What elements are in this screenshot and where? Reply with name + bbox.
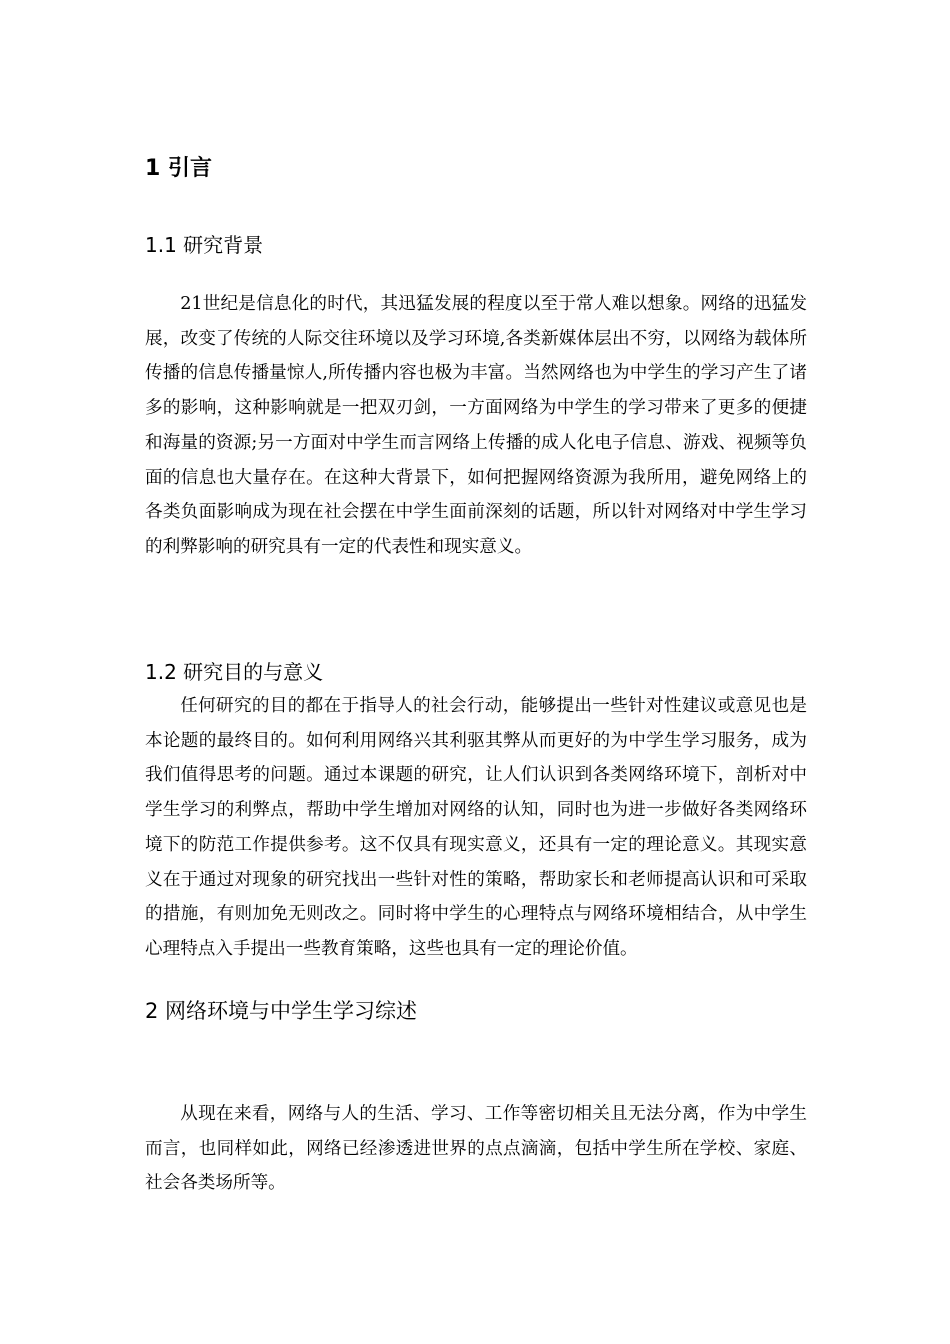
paragraph-network-learning-review: 从现在来看，网络与人的生活、学习、工作等密切相关且无法分离，作为中学生而言，也同样如此，网络已经渗透进世界的点点滴滴，包括中学生所在学校、家庭、社会各类场所等。 — [145, 1104, 807, 1194]
paragraph-purpose-significance: 任何研究的目的都在于指导人的社会行动，能够提出一些针对性建议或意见也是本论题的最终目的。如何利用网络兴其利驱其弊从而更好的为中学生学习服务，成为我们值得思考的问题。通过本课题的研究，让人们认识到各类网络环境下，剖析对中学生学习的利弊点，帮助中学生增加对网络的认知，同时也为进一步做好各类网络环境下的防范工作提供参考。这不仅具有现实意义，还具有一定的理论意义。其现实意义在于通过对现象的研究找出一些针对性的策略，帮助家长和老师提高认识和可采取的措施，有则加免无则改之。同时将中学生的心理特点与网络环境相结合，从中学生心理特点入手提出一些教育策略，这些也具有一定的理论价值。 — [145, 696, 807, 959]
paragraph-research-background: 21世纪是信息化的时代，其迅猛发展的程度以至于常人难以想象。网络的迅猛发展，改变了传统的人际交往环境以及学习环境,各类新媒体层出不穷，以网络为载体所传播的信息传播量惊人,所传播内容也极为丰富。当然网络也为中学生的学习产生了诸多的影响，这种影响就是一把双刃剑，一方面网络为中学生的学习带来了更多的便捷和海量的资源;另一方面对中学生而言网络上传播的成人化电子信息、游戏、视频等负面的信息也大量存在。在这种大背景下，如何把握网络资源为我所用，避免网络上的各类负面影响成为现在社会摆在中学生面前深刻的话题，所以针对网络对中学生学习的利弊影响的研究具有一定的代表性和现实意义。 — [145, 294, 807, 557]
section-heading-purpose-significance: 1.2 研究目的与意义 — [145, 660, 324, 684]
chapter-title-introduction: 1 引言 — [145, 156, 212, 181]
chapter-title-network-learning-review: 2 网络环境与中学生学习综述 — [145, 999, 418, 1023]
section-heading-research-background: 1.1 研究背景 — [145, 233, 264, 257]
